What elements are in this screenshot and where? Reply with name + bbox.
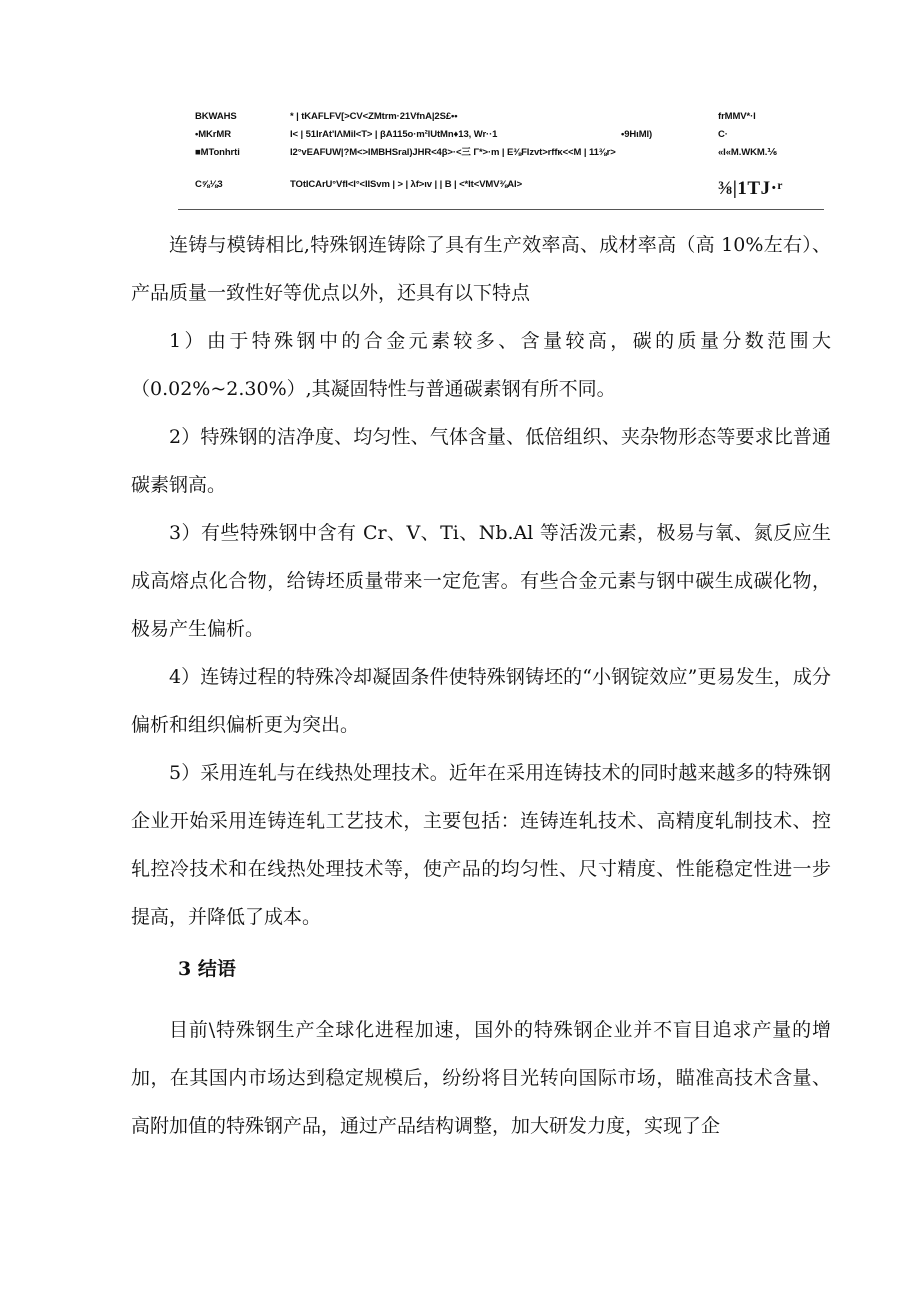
table-cell-r2c3: C·	[718, 129, 728, 140]
table-cell-r2c2: I< | 51IrAt'lΛMil<T> | βA115o·m²lUtMn♦13, Wr··1	[290, 129, 498, 140]
table-cell-r1c1: BKWAHS	[195, 111, 237, 122]
article-body	[131, 221, 831, 1150]
intro-paragraph: 连铸与模铸相比,特殊钢连铸除了具有生产效率高、成材率高（高 10%左右）、产品质量一致性好等优点以外，还具有以下特点	[131, 234, 831, 304]
table-cell-r1c3: frMMV*·l	[718, 111, 756, 122]
section-heading-conclusion: 3 结语	[178, 958, 236, 980]
feature-point-3: 3）有些特殊钢中含有 Cr、V、Ti、Nb.Al 等活泼元素，极易与氧、氮反应生成高熔点化合物，给铸坯质量带来一定危害。有些合金元素与钢中碳生成碳化物，极易产生偏析。	[131, 522, 831, 640]
feature-point-1: 1）由于特殊钢中的合金元素较多、含量较高，碳的质量分数范围大（0.02%~2.30%）,其凝固特性与普通碳素钢有所不同。	[131, 330, 831, 400]
table-cell-r3c1: ■MTonhrti	[195, 147, 240, 158]
table-cell-r2c2-right: •9HιMl)	[621, 129, 653, 140]
garbled-table-fragment	[178, 108, 824, 212]
conclusion-paragraph: 目前\特殊钢生产全球化进程加速，国外的特殊钢企业并不盲目追求产量的增加，在其国内市场达到稳定规模后，纷纷将目光转向国际市场，瞄准高技术含量、高附加值的特殊钢产品，通过产品结构调整，加大研发力度，实现了企	[131, 1019, 831, 1137]
table-cell-r2c1: •MKrMR	[195, 129, 231, 140]
table-cell-r4c1: C⅝⅛3	[195, 179, 223, 190]
table-cell-r3c3: «I«M.WKM.⅙	[718, 147, 777, 158]
table-cell-r4c2: TOtICArU°VfI<I°<IISvm | > | λf>ιv | | B | <*It<VMV⅜AI>	[290, 179, 523, 190]
table-cell-r1c2: * | tKAFLFV[>CV<ZMtrm·21VfnA|2S£••	[290, 111, 458, 122]
table-cell-r3c2: I2°vEAFUW|?M<>IMBHSral)JHR<4β>·<三 Γ*>·m | E⅜FIzvt>rffκ<<M | 11⅜r>	[290, 147, 616, 158]
feature-point-5: 5）采用连轧与在线热处理技术。近年在采用连铸技术的同时越来越多的特殊钢企业开始采用连铸连轧工艺技术，主要包括：连铸连轧技术、高精度轧制技术、控轧控冷技术和在线热处理技术等，使产品的均匀性、尺寸精度、性能稳定性进一步提高，并降低了成本。	[131, 762, 831, 928]
table-cell-r4c3: ⅜|1TJ·ʳ	[718, 178, 783, 199]
table-bottom-rule	[178, 209, 824, 210]
feature-point-4: 4）连铸过程的特殊冷却凝固条件使特殊钢铸坯的“小钢锭效应”更易发生，成分偏析和组织偏析更为突出。	[131, 666, 831, 736]
feature-point-2: 2）特殊钢的洁净度、均匀性、气体含量、低倍组织、夹杂物形态等要求比普通碳素钢高。	[131, 426, 831, 496]
